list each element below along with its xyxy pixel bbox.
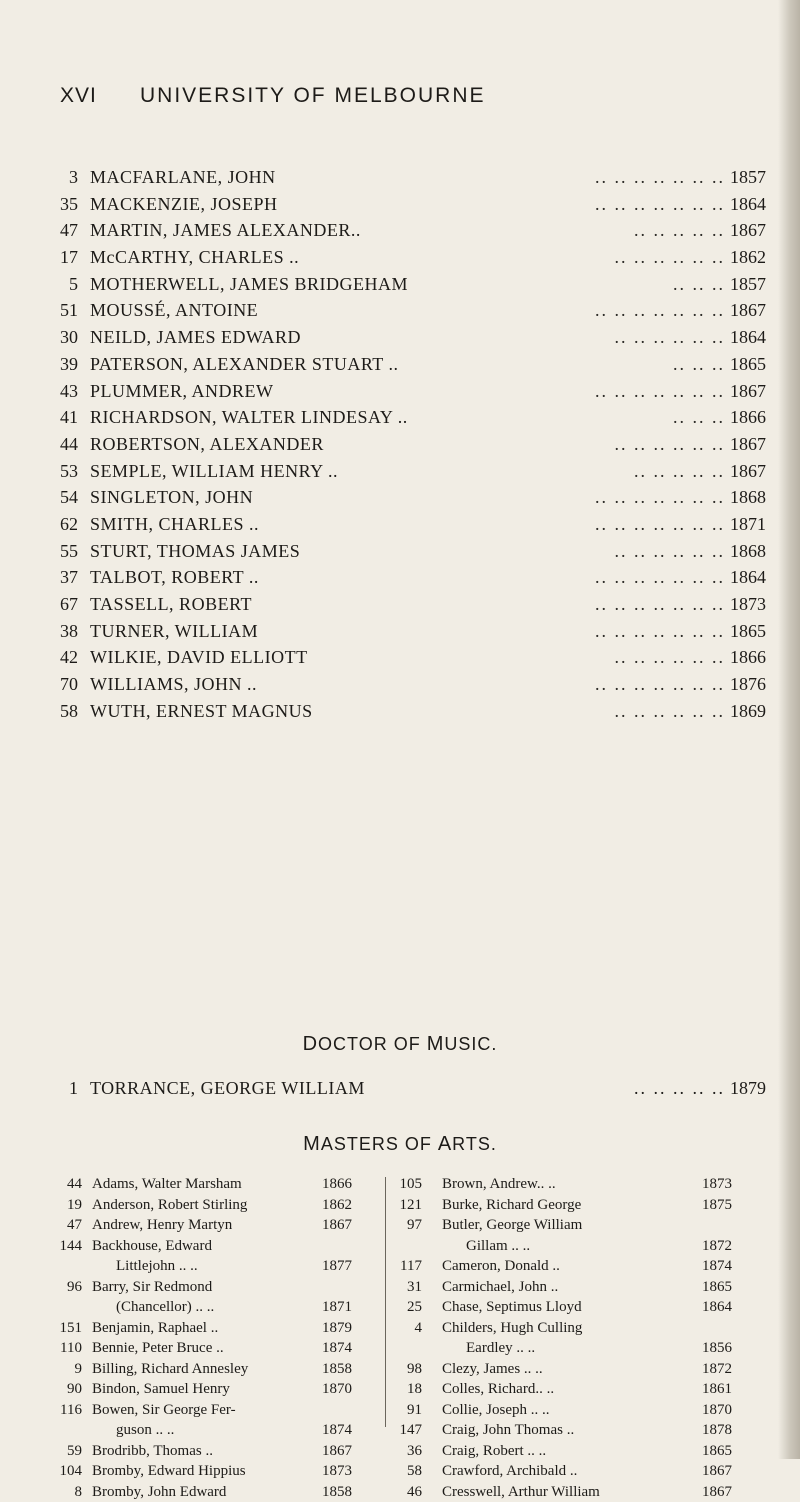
entry-name: TORRANCE, GEORGE WILLIAM <box>90 1075 365 1101</box>
entry-year: 1867 <box>730 378 766 405</box>
entry-year: 1856 <box>702 1338 732 1359</box>
entry-number: 46 <box>390 1482 422 1502</box>
entry-year: 1867 <box>730 458 766 485</box>
entry-number: 151 <box>50 1318 82 1339</box>
table-row <box>50 1400 365 1421</box>
entry-number: 55 <box>58 538 78 565</box>
entry-name: Collie, Joseph .. .. <box>442 1400 550 1421</box>
entry-name: Billing, Richard Annesley <box>92 1359 248 1380</box>
entry-name: WUTH, ERNEST MAGNUS <box>90 698 313 725</box>
table-row <box>390 1277 745 1298</box>
running-title: UNIVERSITY OF MELBOURNE <box>140 84 486 108</box>
list-item <box>0 564 800 591</box>
leader-dots: .. .. .. .. .. .. .. <box>530 191 725 218</box>
entry-year: 1866 <box>322 1174 352 1195</box>
table-row <box>50 1215 365 1236</box>
entry-year: 1868 <box>730 484 766 511</box>
table-row <box>50 1256 365 1277</box>
table-row <box>390 1400 745 1421</box>
entry-name: Bromby, Edward Hippius <box>92 1461 246 1482</box>
entry-number: 51 <box>58 297 78 324</box>
entry-number: 8 <box>50 1482 82 1502</box>
entry-number: 43 <box>58 378 78 405</box>
doctors-list <box>0 164 800 724</box>
table-row <box>390 1379 745 1400</box>
entry-name: Bowen, Sir George Fer- <box>92 1400 236 1421</box>
entry-year: 1867 <box>702 1461 732 1482</box>
entry-number: 30 <box>58 324 78 351</box>
entry-name: guson .. .. <box>92 1420 174 1441</box>
table-row <box>50 1277 365 1298</box>
list-item <box>0 244 800 271</box>
leader-dots: .. .. .. <box>530 404 725 431</box>
list-item <box>0 484 800 511</box>
entry-number: 144 <box>50 1236 82 1257</box>
entry-name: Bennie, Peter Bruce .. <box>92 1338 224 1359</box>
table-row <box>390 1482 745 1502</box>
entry-number: 18 <box>390 1379 422 1400</box>
leader-dots: .. .. .. .. .. .. .. <box>530 378 725 405</box>
entry-name: PATERSON, ALEXANDER STUART .. <box>90 351 398 378</box>
entry-name: Littlejohn .. .. <box>92 1256 198 1277</box>
leader-dots: .. .. .. .. .. .. .. <box>530 591 725 618</box>
entry-number: 116 <box>50 1400 82 1421</box>
entry-year: 1873 <box>702 1174 732 1195</box>
leader-dots: .. .. .. .. .. .. .. <box>530 297 725 324</box>
entry-number: 91 <box>390 1400 422 1421</box>
entry-number: 35 <box>58 191 78 218</box>
leader-dots: .. .. .. .. .. .. .. <box>530 671 725 698</box>
table-row <box>390 1297 745 1318</box>
entry-name: SMITH, CHARLES .. <box>90 511 259 538</box>
table-row <box>50 1379 365 1400</box>
table-row <box>390 1338 745 1359</box>
list-item <box>0 191 800 218</box>
entry-year: 1872 <box>702 1359 732 1380</box>
entry-year: 1858 <box>322 1359 352 1380</box>
entry-name: TASSELL, ROBERT <box>90 591 252 618</box>
entry-year: 1875 <box>702 1195 732 1216</box>
entry-number: 38 <box>58 618 78 645</box>
entry-year: 1873 <box>730 591 766 618</box>
masters-left-column <box>50 1174 365 1502</box>
entry-year: 1876 <box>730 671 766 698</box>
entry-year: 1868 <box>730 538 766 565</box>
leader-dots: .. .. .. .. .. .. <box>530 644 725 671</box>
entry-year: 1864 <box>702 1297 732 1318</box>
leader-dots: .. .. .. .. .. .. <box>530 698 725 725</box>
entry-name: Andrew, Henry Martyn <box>92 1215 232 1236</box>
entry-year: 1872 <box>702 1236 732 1257</box>
entry-name: Anderson, Robert Stirling <box>92 1195 247 1216</box>
table-row <box>50 1482 365 1502</box>
entry-number: 44 <box>50 1174 82 1195</box>
entry-name: Clezy, James .. .. <box>442 1359 543 1380</box>
entry-year: 1874 <box>702 1256 732 1277</box>
page-number: XVI <box>60 84 97 108</box>
list-item <box>0 644 800 671</box>
table-row <box>50 1236 365 1257</box>
entry-number: 25 <box>390 1297 422 1318</box>
entry-name: Brodribb, Thomas .. <box>92 1441 213 1462</box>
entry-name: Butler, George William <box>442 1215 582 1236</box>
leader-dots: .. .. .. <box>530 351 725 378</box>
table-row <box>390 1359 745 1380</box>
table-row <box>390 1256 745 1277</box>
entry-number: 67 <box>58 591 78 618</box>
entry-year: 1874 <box>322 1420 352 1441</box>
entry-number: 54 <box>58 484 78 511</box>
entry-name: Cresswell, Arthur William <box>442 1482 600 1502</box>
entry-number: 3 <box>58 164 78 191</box>
leader-dots: .. .. .. .. .. .. .. <box>530 484 725 511</box>
entry-number: 31 <box>390 1277 422 1298</box>
entry-year: 1864 <box>730 324 766 351</box>
entry-number: 59 <box>50 1441 82 1462</box>
entry-name: Adams, Walter Marsham <box>92 1174 242 1195</box>
leader-dots: .. .. .. .. .. .. .. <box>530 164 725 191</box>
entry-number: 5 <box>58 271 78 298</box>
list-item <box>0 271 800 298</box>
entry-year: 1878 <box>702 1420 732 1441</box>
leader-dots: .. .. .. .. .. .. .. <box>530 511 725 538</box>
entry-name: Backhouse, Edward <box>92 1236 212 1257</box>
entry-name: SEMPLE, WILLIAM HENRY .. <box>90 458 338 485</box>
entry-number: 47 <box>50 1215 82 1236</box>
entry-number: 17 <box>58 244 78 271</box>
entry-number: 97 <box>390 1215 422 1236</box>
entry-name: WILKIE, DAVID ELLIOTT <box>90 644 308 671</box>
entry-number: 36 <box>390 1441 422 1462</box>
entry-number: 41 <box>58 404 78 431</box>
list-item <box>0 351 800 378</box>
list-item <box>0 538 800 565</box>
masters-of-arts-heading: MASTERS OF ARTS. <box>0 1133 800 1156</box>
entry-name: Bromby, John Edward <box>92 1482 226 1502</box>
entry-number: 98 <box>390 1359 422 1380</box>
entry-number: 105 <box>390 1174 422 1195</box>
entry-year: 1871 <box>322 1297 352 1318</box>
entry-name: WILLIAMS, JOHN .. <box>90 671 257 698</box>
list-item <box>0 324 800 351</box>
entry-number: 70 <box>58 671 78 698</box>
list-item <box>0 217 800 244</box>
entry-year: 1867 <box>730 431 766 458</box>
entry-year: 1866 <box>730 404 766 431</box>
entry-year: 1873 <box>322 1461 352 1482</box>
entry-year: 1871 <box>730 511 766 538</box>
table-row <box>50 1338 365 1359</box>
entry-year: 1874 <box>322 1338 352 1359</box>
entry-name: Cameron, Donald .. <box>442 1256 560 1277</box>
entry-year: 1865 <box>702 1441 732 1462</box>
entry-name: MOTHERWELL, JAMES BRIDGEHAM <box>90 271 408 298</box>
entry-year: 1879 <box>730 1075 766 1101</box>
entry-name: Bindon, Samuel Henry <box>92 1379 230 1400</box>
entry-number: 53 <box>58 458 78 485</box>
entry-year: 1879 <box>322 1318 352 1339</box>
leader-dots: .. .. .. .. .. <box>530 458 725 485</box>
entry-year: 1866 <box>730 644 766 671</box>
entry-year: 1877 <box>322 1256 352 1277</box>
table-row <box>390 1195 745 1216</box>
entry-number: 90 <box>50 1379 82 1400</box>
entry-year: 1865 <box>730 351 766 378</box>
leader-dots: .. .. .. .. .. .. .. <box>530 618 725 645</box>
entry-year: 1857 <box>730 164 766 191</box>
leader-dots: .. .. .. .. .. <box>505 1075 725 1101</box>
entry-number: 37 <box>58 564 78 591</box>
list-item <box>0 618 800 645</box>
masters-of-arts-table <box>0 1174 800 1434</box>
entry-year: 1867 <box>322 1441 352 1462</box>
entry-year: 1867 <box>702 1482 732 1502</box>
entry-number: 47 <box>58 217 78 244</box>
entry-name: SINGLETON, JOHN <box>90 484 253 511</box>
entry-year: 1865 <box>702 1277 732 1298</box>
column-divider <box>385 1177 386 1427</box>
entry-name: Craig, Robert .. .. <box>442 1441 546 1462</box>
list-item <box>0 164 800 191</box>
table-row <box>390 1318 745 1339</box>
entry-name: Colles, Richard.. .. <box>442 1379 554 1400</box>
entry-number: 58 <box>58 698 78 725</box>
entry-name: (Chancellor) .. .. <box>92 1297 214 1318</box>
entry-name: TALBOT, ROBERT .. <box>90 564 259 591</box>
entry-year: 1870 <box>322 1379 352 1400</box>
table-row <box>50 1441 365 1462</box>
entry-name: Chase, Septimus Lloyd <box>442 1297 582 1318</box>
leader-dots: .. .. .. <box>530 271 725 298</box>
entry-number: 39 <box>58 351 78 378</box>
entry-year: 1869 <box>730 698 766 725</box>
page-header <box>60 84 760 124</box>
entry-number: 147 <box>390 1420 422 1441</box>
entry-year: 1862 <box>730 244 766 271</box>
leader-dots: .. .. .. .. .. .. <box>530 244 725 271</box>
table-row <box>390 1420 745 1441</box>
entry-name: Carmichael, John .. <box>442 1277 558 1298</box>
entry-year: 1864 <box>730 564 766 591</box>
entry-year: 1864 <box>730 191 766 218</box>
entry-number: 96 <box>50 1277 82 1298</box>
entry-number: 4 <box>390 1318 422 1339</box>
entry-name: MOUSSÉ, ANTOINE <box>90 297 258 324</box>
table-row <box>50 1420 365 1441</box>
entry-name: Crawford, Archibald .. <box>442 1461 577 1482</box>
entry-year: 1870 <box>702 1400 732 1421</box>
entry-number: 19 <box>50 1195 82 1216</box>
entry-name: McCARTHY, CHARLES .. <box>90 244 299 271</box>
entry-name: MACKENZIE, JOSEPH <box>90 191 278 218</box>
list-item <box>0 378 800 405</box>
list-item <box>0 404 800 431</box>
list-item <box>0 458 800 485</box>
entry-name: RICHARDSON, WALTER LINDESAY .. <box>90 404 408 431</box>
table-row <box>390 1215 745 1236</box>
entry-number: 58 <box>390 1461 422 1482</box>
entry-name: MARTIN, JAMES ALEXANDER.. <box>90 217 361 244</box>
doctor-of-music-entry <box>0 1075 800 1101</box>
table-row <box>390 1441 745 1462</box>
entry-number: 104 <box>50 1461 82 1482</box>
table-row <box>50 1318 365 1339</box>
masters-right-column <box>390 1174 745 1502</box>
entry-name: STURT, THOMAS JAMES <box>90 538 300 565</box>
leader-dots: .. .. .. .. .. .. .. <box>530 564 725 591</box>
list-item <box>0 591 800 618</box>
list-item <box>0 511 800 538</box>
entry-year: 1865 <box>730 618 766 645</box>
entry-name: Barry, Sir Redmond <box>92 1277 212 1298</box>
entry-year: 1867 <box>322 1215 352 1236</box>
entry-name: Eardley .. .. <box>442 1338 535 1359</box>
entry-name: PLUMMER, ANDREW <box>90 378 274 405</box>
entry-name: Brown, Andrew.. .. <box>442 1174 556 1195</box>
list-item <box>0 431 800 458</box>
table-row <box>50 1297 365 1318</box>
entry-name: TURNER, WILLIAM <box>90 618 258 645</box>
entry-number: 62 <box>58 511 78 538</box>
entry-name: Burke, Richard George <box>442 1195 581 1216</box>
entry-year: 1857 <box>730 271 766 298</box>
entry-name: ROBERTSON, ALEXANDER <box>90 431 324 458</box>
entry-year: 1867 <box>730 297 766 324</box>
entry-number: 117 <box>390 1256 422 1277</box>
entry-name: Craig, John Thomas .. <box>442 1420 574 1441</box>
entry-number: 44 <box>58 431 78 458</box>
entry-name: Childers, Hugh Culling <box>442 1318 582 1339</box>
table-row <box>50 1359 365 1380</box>
entry-year: 1861 <box>702 1379 732 1400</box>
entry-number: 121 <box>390 1195 422 1216</box>
entry-name: Gillam .. .. <box>442 1236 530 1257</box>
table-row <box>390 1461 745 1482</box>
doctor-of-music-heading: DOCTOR OF MUSIC. <box>0 1033 800 1056</box>
table-row <box>50 1461 365 1482</box>
table-row <box>390 1236 745 1257</box>
entry-year: 1858 <box>322 1482 352 1502</box>
entry-number: 110 <box>50 1338 82 1359</box>
entry-year: 1862 <box>322 1195 352 1216</box>
leader-dots: .. .. .. .. .. .. <box>530 324 725 351</box>
table-row <box>50 1195 365 1216</box>
entry-number: 1 <box>58 1075 78 1101</box>
list-item <box>0 698 800 725</box>
entry-number: 42 <box>58 644 78 671</box>
entry-number: 9 <box>50 1359 82 1380</box>
list-item <box>0 297 800 324</box>
entry-name: NEILD, JAMES EDWARD <box>90 324 301 351</box>
list-item <box>0 671 800 698</box>
leader-dots: .. .. .. .. .. <box>530 217 725 244</box>
leader-dots: .. .. .. .. .. .. <box>530 431 725 458</box>
leader-dots: .. .. .. .. .. .. <box>530 538 725 565</box>
entry-name: Benjamin, Raphael .. <box>92 1318 218 1339</box>
table-row <box>50 1174 365 1195</box>
entry-name: MACFARLANE, JOHN <box>90 164 276 191</box>
entry-year: 1867 <box>730 217 766 244</box>
table-row <box>390 1174 745 1195</box>
